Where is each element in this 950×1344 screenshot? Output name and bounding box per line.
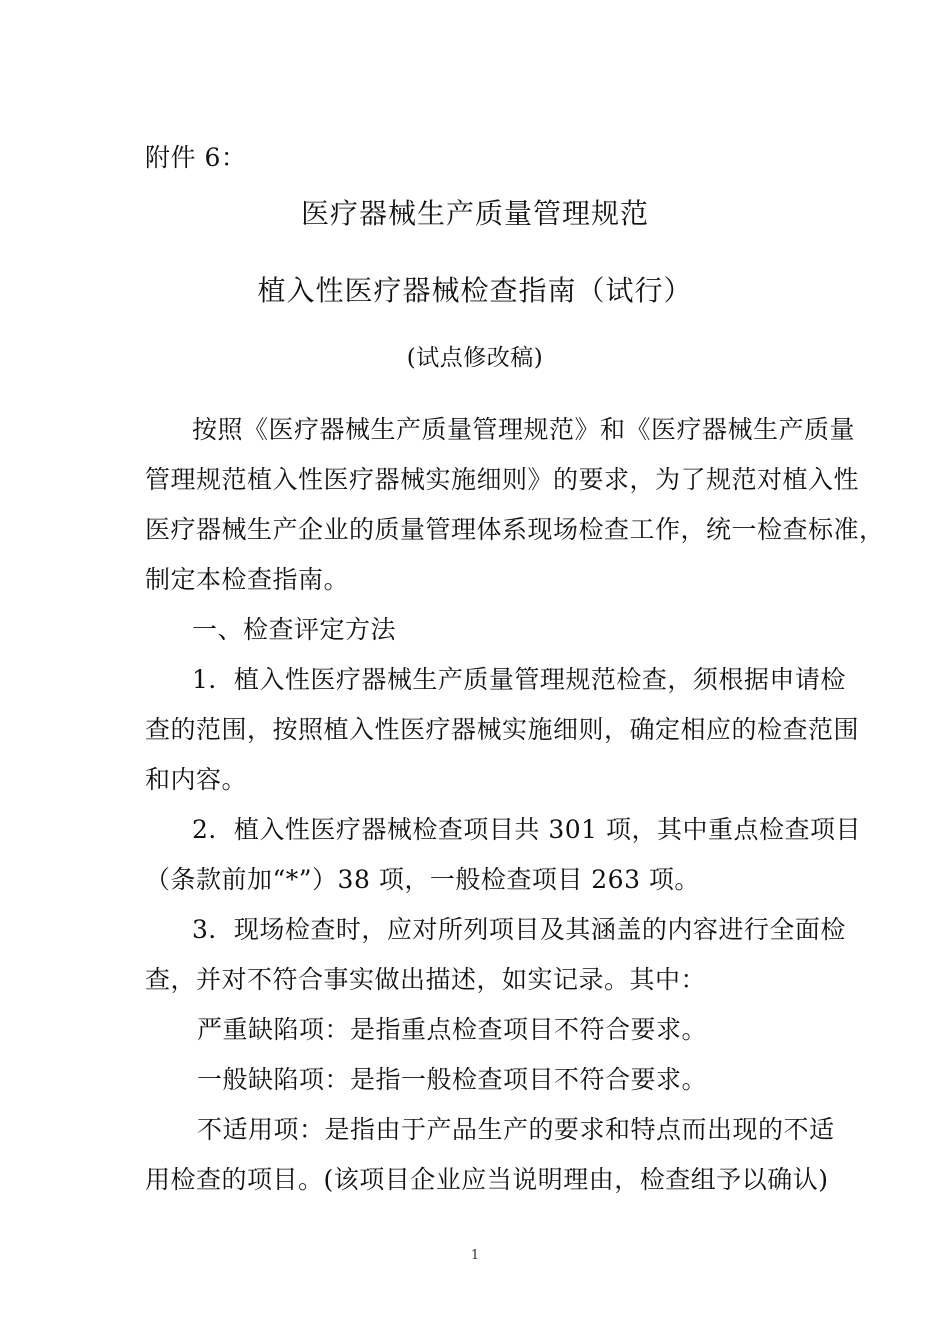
page-number: 1 xyxy=(470,1248,480,1263)
document-title-line1: 医疗器械生产质量管理规范 xyxy=(300,197,649,230)
definition-not-applicable: 不适用项：是指由于产品生产的要求和特点而出现的不适 xyxy=(197,1115,835,1144)
intro-paragraph-line: 管理规范植入性医疗器械实施细则》的要求，为了规范对植入性 xyxy=(145,465,860,494)
definition-not-applicable: 用检查的项目。(该项目企业应当说明理由，检查组予以确认) xyxy=(145,1165,829,1194)
item2-line: （条款前加“*”）38 项，一般检查项目 263 项。 xyxy=(145,865,700,894)
item3-line: 查，并对不符合事实做出描述，如实记录。其中： xyxy=(145,965,707,994)
intro-paragraph-line: 医疗器械生产企业的质量管理体系现场检查工作，统一检查标准， xyxy=(145,515,885,544)
document-title-line2: 植入性医疗器械检查指南（试行） xyxy=(257,274,693,307)
item1-line: 1．植入性医疗器械生产质量管理规范检查，须根据申请检 xyxy=(192,665,846,694)
definition-general: 一般缺陷项：是指一般检查项目不符合要求。 xyxy=(197,1065,708,1094)
attachment-label: 附件 6： xyxy=(145,143,247,172)
item1-line: 和内容。 xyxy=(145,765,248,794)
item1-line: 查的范围，按照植入性医疗器械实施细则，确定相应的检查范围 xyxy=(145,715,860,744)
definition-serious: 严重缺陷项：是指重点检查项目不符合要求。 xyxy=(197,1015,708,1044)
item2-line: 2．植入性医疗器械检查项目共 301 项，其中重点检查项目 xyxy=(192,815,862,844)
item3-line: 3．现场检查时，应对所列项目及其涵盖的内容进行全面检 xyxy=(192,915,846,944)
document-subtitle: (试点修改稿) xyxy=(406,345,544,371)
section-heading: 一、检查评定方法 xyxy=(192,615,397,644)
intro-paragraph-line: 按照《医疗器械生产质量管理规范》和《医疗器械生产质量 xyxy=(192,415,856,444)
intro-paragraph-line: 制定本检查指南。 xyxy=(145,565,350,594)
